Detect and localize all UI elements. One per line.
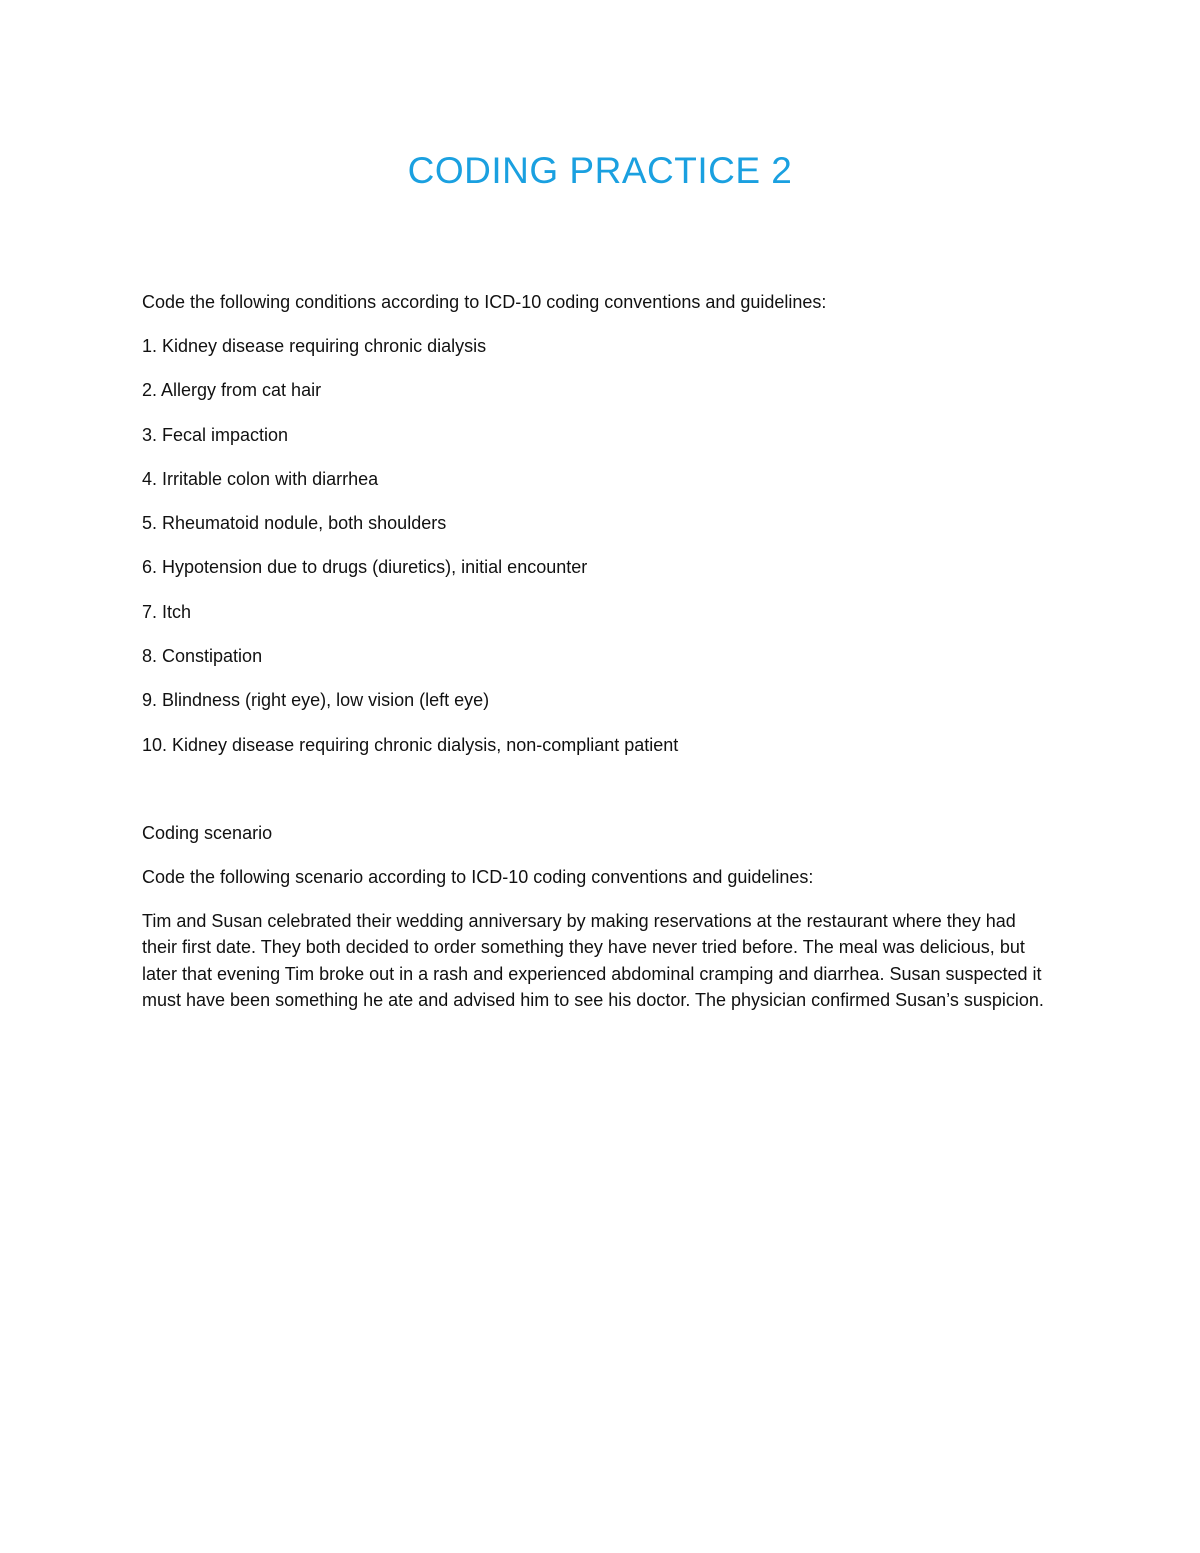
list-item: 5. Rheumatoid nodule, both shoulders xyxy=(142,513,447,534)
list-item: 3. Fecal impaction xyxy=(142,424,289,445)
list-item: 6. Hypotension due to drugs (diuretics), initial encounter xyxy=(142,557,588,578)
list-item: 1. Kidney disease requiring chronic dialysis xyxy=(142,336,487,356)
list-item: 9. Blindness (right eye), low vision (left eye) xyxy=(142,690,490,711)
list-item: 2. Allergy from cat hair xyxy=(142,380,322,401)
page-title: CODING PRACTICE 2 xyxy=(407,150,793,191)
list-item: 8. Constipation xyxy=(142,646,263,667)
scenario-paragraph: Tim and Susan celebrated their wedding anniversary by making reservations at the restaurant where they had their first date. They both decided to order something they have never tried before. The meal was delicious, but later that evening Tim broke out in a rash and experienced abdominal cramping and diarrhea. Susan suspected it must have been something he ate and advised him to see his doctor. The physician confirmed Susan’s suspicion. xyxy=(142,910,1044,1011)
conditions-list xyxy=(142,333,1062,776)
scenario-heading: Coding scenario xyxy=(142,822,273,843)
list-item: 7. Itch xyxy=(142,601,192,622)
conditions-instructions: Code the following conditions according to ICD-10 coding conventions and guidelines: xyxy=(142,292,827,312)
scenario-instructions: Code the following scenario according to ICD-10 coding conventions and guidelines: xyxy=(142,866,814,887)
list-item: 4. Irritable colon with diarrhea xyxy=(142,468,379,489)
document-body xyxy=(142,289,1062,1014)
list-item: 10. Kidney disease requiring chronic dialysis, non-compliant patient xyxy=(142,734,679,755)
